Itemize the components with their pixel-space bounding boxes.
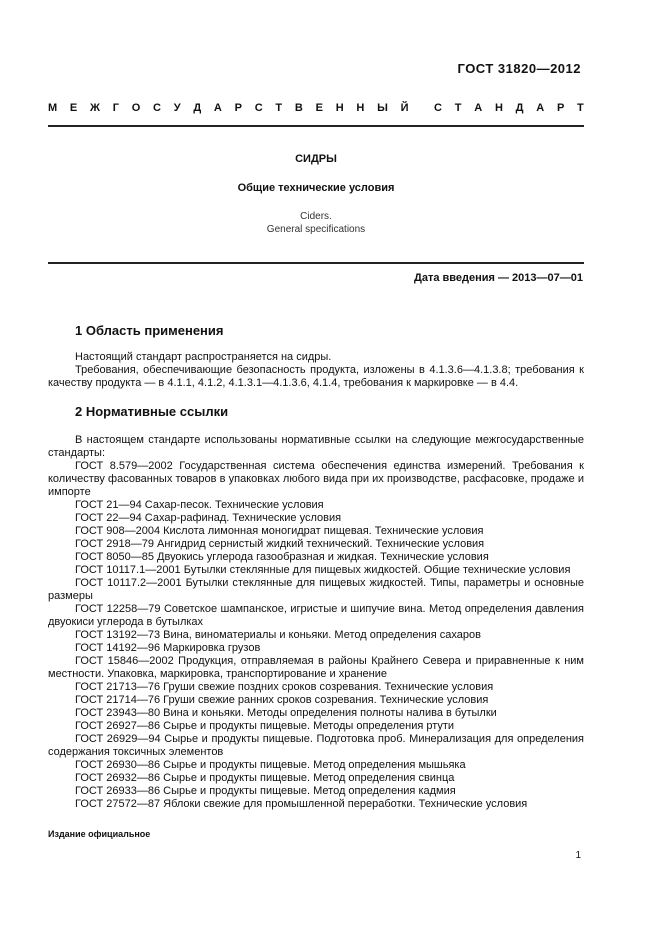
reference-item: ГОСТ 10117.1—2001 Бутылки стеклянные для пищевых жидкостей. Общие технические условия <box>75 564 571 576</box>
reference-item: ГОСТ 12258—79 Советское шампанское, игристые и шипучие вина. Метод определения давления двуокиси углерода в бутылках <box>48 603 584 628</box>
interstate-letter: М <box>48 102 58 114</box>
interstate-letter: С <box>254 102 263 114</box>
reference-item: ГОСТ 22—94 Сахар-рафинад. Технические условия <box>75 512 342 524</box>
interstate-letter: Д <box>193 102 202 114</box>
reference-item: ГОСТ 26929—94 Сырье и продукты пищевые. Подготовка проб. Минерализация для определения содержания токсичных элементов <box>48 733 584 758</box>
reference-item: ГОСТ 10117.2—2001 Бутылки стеклянные для пищевых жидкостей. Типы, параметры и основные размеры <box>48 577 584 602</box>
english-title-line-2: General specifications <box>266 224 366 235</box>
reference-item: ГОСТ 26927—86 Сырье и продукты пищевые. Методы определения ртути <box>75 720 455 732</box>
section-1-paragraph: Настоящий стандарт распространяется на сидры. <box>75 351 332 363</box>
reference-item: ГОСТ 908—2004 Кислота лимонная моногидрат пищевая. Технические условия <box>75 525 484 537</box>
interstate-letter: Т <box>577 102 584 114</box>
section-1-heading: 1 Область применения <box>75 323 224 338</box>
interstate-letter: Ж <box>90 102 100 114</box>
page-number: 1 <box>575 850 581 861</box>
reference-item: ГОСТ 27572—87 Яблоки свежие для промышленной переработки. Технические условия <box>75 798 528 810</box>
reference-item: ГОСТ 21—94 Сахар-песок. Технические условия <box>75 499 324 511</box>
interstate-letter: Р <box>556 102 565 114</box>
interstate-letter: Е <box>315 102 323 114</box>
middle-divider <box>48 262 584 264</box>
interstate-letter: А <box>474 102 483 114</box>
interstate-letter: Й <box>400 102 409 114</box>
reference-item: ГОСТ 21713—76 Груши свежие поздних сроков созревания. Технические условия <box>75 681 494 693</box>
reference-item: ГОСТ 23943—80 Вина и коньяки. Методы определения полноты налива в бутылки <box>75 707 497 719</box>
top-divider <box>48 125 584 127</box>
interstate-letter: Д <box>515 102 524 114</box>
section-2-intro <box>48 434 584 460</box>
interstate-letter: Т <box>275 102 283 114</box>
interstate-letter: У <box>173 102 181 114</box>
interstate-letter: Г <box>112 102 119 114</box>
gost-number: ГОСТ 31820—2012 <box>457 61 581 76</box>
reference-item: ГОСТ 8050—85 Двуокись углерода газообразная и жидкая. Технические условия <box>75 551 489 563</box>
interstate-letter: С <box>434 102 442 114</box>
interstate-letter: Н <box>356 102 365 114</box>
section-2-heading: 2 Нормативные ссылки <box>75 404 229 419</box>
reference-item: ГОСТ 2918—79 Ангидрид сернистый жидкий технический. Технические условия <box>75 538 485 550</box>
interstate-letter: Р <box>234 102 242 114</box>
section-2-intro-paragraph: В настоящем стандарте использованы нормативные ссылки на следующие межгосударственные стандарты: <box>48 434 584 459</box>
interstate-letter: Н <box>494 102 503 114</box>
edition-label: Издание официальное <box>48 829 151 839</box>
interstate-letter: В <box>294 102 303 114</box>
interstate-letter: Н <box>335 102 344 114</box>
introduction-date: Дата введения — 2013—07—01 <box>414 272 583 284</box>
interstate-letter: А <box>213 102 222 114</box>
section-1-body <box>48 351 584 390</box>
section-1-paragraph: Требования, обеспечивающие безопасность продукта, изложены в 4.1.3.6—4.1.3.8; требования к качеству продукта — в 4.1.1, 4.1.2, 4.1.3.1—4.1.3.6, 4.1.4, требования к маркировке — в 4.4. <box>48 364 584 389</box>
interstate-letter: А <box>536 102 545 114</box>
document-subtitle: Общие технические условия <box>237 182 395 194</box>
reference-item: ГОСТ 26933—86 Сырье и продукты пищевые. Метод определения кадмия <box>75 785 456 797</box>
reference-item: ГОСТ 15846—2002 Продукция, отправляемая в районы Крайнего Севера и приравненные к ним местности. Упаковка, маркировка, транспортирование и хранение <box>48 655 584 680</box>
document-title: СИДРЫ <box>295 153 337 165</box>
reference-item: ГОСТ 26932—86 Сырье и продукты пищевые. Метод определения свинца <box>75 772 455 784</box>
reference-item: ГОСТ 8.579—2002 Государственная система обеспечения единства измерений. Требования к количеству фасованных товаров в упаковках любого вида при их производстве, расфасовке, продаже и импорте <box>48 460 584 498</box>
interstate-letter: Ы <box>377 102 388 114</box>
reference-item: ГОСТ 14192—96 Маркировка грузов <box>75 642 261 654</box>
interstate-standard-heading <box>48 102 584 114</box>
interstate-letter: Е <box>69 102 78 114</box>
reference-item: ГОСТ 21714—76 Груши свежие ранних сроков созревания. Технические условия <box>75 694 489 706</box>
reference-item: ГОСТ 13192—73 Вина, виноматериалы и коньяки. Метод определения сахаров <box>75 629 481 641</box>
interstate-letter: С <box>153 102 161 114</box>
reference-item: ГОСТ 26930—86 Сырье и продукты пищевые. Метод определения мышьяка <box>75 759 466 771</box>
interstate-letter: О <box>131 102 141 114</box>
normative-references-list <box>48 460 584 811</box>
english-title-line-1: Ciders. <box>300 211 332 222</box>
interstate-letter: Т <box>454 102 462 114</box>
